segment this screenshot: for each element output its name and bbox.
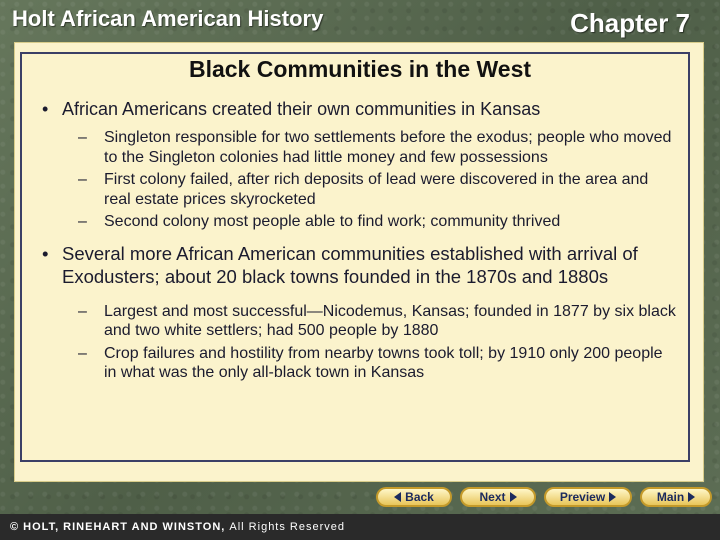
chapter-label: Chapter 7 bbox=[570, 8, 690, 38]
bullet-item bbox=[38, 242, 678, 288]
dash-icon: – bbox=[78, 171, 87, 188]
slide-title: Black Communities in the West bbox=[188, 56, 532, 82]
dash-icon: – bbox=[78, 213, 87, 230]
arrow-right-icon bbox=[510, 492, 517, 502]
publisher-name: © HOLT, RINEHART AND WINSTON, bbox=[10, 521, 226, 533]
sub-bullet-item bbox=[38, 212, 678, 232]
dash-icon: – bbox=[78, 302, 87, 320]
dash-icon: – bbox=[78, 129, 87, 146]
main-button[interactable] bbox=[640, 487, 712, 507]
next-button[interactable] bbox=[460, 487, 536, 507]
arrow-right-icon bbox=[609, 492, 616, 502]
sub-bullet-item bbox=[38, 170, 678, 209]
sub-bullet-item bbox=[38, 302, 678, 341]
bullet-icon: • bbox=[42, 99, 49, 119]
bullet-text: Several more African American communities established with arrival of Exodusters; about 20 black towns founded in the 1870s and 1880s bbox=[62, 242, 638, 287]
sub-bullet-text: Singleton responsible for two settlements before the exodus; people who moved to the Singleton colonies had little money and few possessions bbox=[104, 129, 672, 166]
rights-text: All Rights Reserved bbox=[229, 521, 345, 533]
sub-bullet-text: Second colony most people able to find work; community thrived bbox=[104, 213, 561, 230]
sub-bullet-text: Crop failures and hostility from nearby towns took toll; by 1910 only 200 people in what was the only all-black town in Kansas bbox=[104, 344, 663, 381]
back-label: Back bbox=[405, 490, 434, 504]
bullet-list bbox=[38, 98, 678, 393]
bullet-icon: • bbox=[42, 242, 49, 264]
arrow-left-icon bbox=[394, 492, 401, 502]
next-label: Next bbox=[479, 490, 506, 504]
main-label: Main bbox=[656, 490, 685, 504]
preview-button[interactable] bbox=[544, 487, 632, 507]
course-title: Holt African American History bbox=[12, 6, 324, 31]
sub-bullet-item bbox=[38, 344, 678, 383]
sub-bullet-text: Largest and most successful—Nicodemus, Kansas; founded in 1877 by six black and two white settlers; had 500 people by 1880 bbox=[104, 302, 676, 339]
sub-bullet-item bbox=[38, 128, 678, 167]
sub-bullet-list bbox=[38, 128, 678, 232]
copyright-footer bbox=[0, 514, 720, 540]
back-button[interactable] bbox=[376, 487, 452, 507]
bullet-item bbox=[38, 98, 678, 120]
dash-icon: – bbox=[78, 344, 87, 362]
arrow-right-icon bbox=[688, 492, 695, 502]
preview-label: Preview bbox=[559, 490, 606, 504]
bullet-text: African Americans created their own communities in Kansas bbox=[62, 99, 541, 119]
navigation-bar bbox=[376, 487, 712, 507]
sub-bullet-list bbox=[38, 302, 678, 383]
sub-bullet-text: First colony failed, after rich deposits of lead were discovered in the area and real estate prices skyrocketed bbox=[104, 171, 649, 208]
